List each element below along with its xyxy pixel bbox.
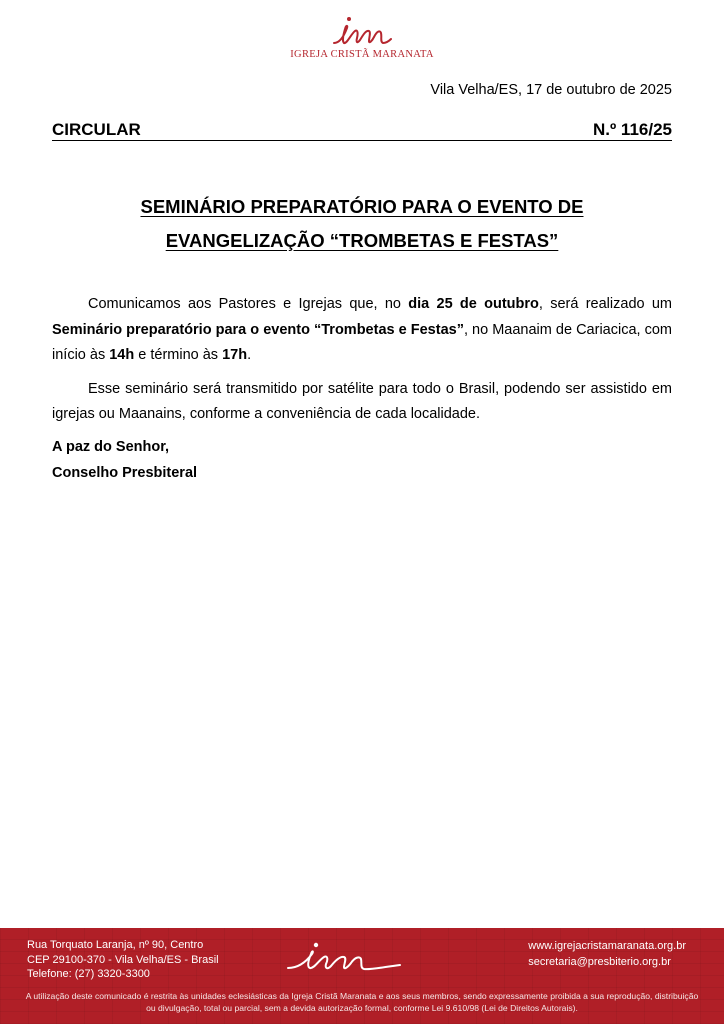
copyright-notice: A utilização deste comunicado é restrita às unidades eclesiásticas da Igreja Cristã Maranata e aos seus membros, sendo expressamente proibida a sua reprodução, distribuição ou divulgação, total ou parcial, sem a devida autorização formal, conforme Lei 9.610/98 (Lei de Direitos Autorais). — [25, 991, 699, 1013]
address-line-1: Rua Torquato Laranja, nº 90, Centro — [27, 939, 204, 951]
closing — [52, 435, 197, 486]
address-phone: Telefone: (27) 3320-3300 — [27, 968, 150, 980]
circular-header — [52, 118, 672, 141]
paragraph-2: Esse seminário será transmitido por satélite para todo o Brasil, podendo ser assistido em igrejas ou Maanains, conforme a conveniência de cada localidade. — [52, 380, 672, 422]
p1-end-time: 17h — [222, 347, 248, 363]
email-link[interactable]: secretaria@presbiterio.org.br — [528, 956, 671, 968]
footer-logo — [284, 940, 404, 979]
church-logo — [0, 14, 724, 60]
document-title — [52, 190, 672, 258]
logo-text: IGREJA CRISTÃ MARANATA — [290, 49, 434, 60]
im-monogram-icon — [284, 940, 404, 974]
circular-label: CIRCULAR — [52, 120, 141, 139]
address-line-2: CEP 29100-370 - Vila Velha/ES - Brasil — [27, 953, 219, 966]
circular-number: N.º 116/25 — [593, 120, 672, 139]
p1-start-time: 14h — [109, 347, 135, 363]
im-monogram-icon — [330, 14, 394, 48]
p1-text-5: . — [247, 347, 252, 363]
closing-signature: Conselho Presbiteral — [52, 464, 198, 481]
website-link[interactable]: www.igrejacristamaranata.org.br — [528, 940, 686, 952]
title-line-2: EVANGELIZAÇÃO “TROMBETAS E FESTAS” — [165, 230, 559, 251]
footer-contact — [528, 938, 686, 970]
p1-text-1: Comunicamos aos Pastores e Igrejas que, no — [88, 296, 409, 312]
title-line-1: SEMINÁRIO PREPARATÓRIO PARA O EVENTO DE — [140, 196, 584, 217]
closing-greeting: A paz do Senhor, — [52, 439, 170, 455]
p1-text-4: e término às — [134, 347, 223, 363]
p1-text-2: , será realizado um — [538, 296, 673, 312]
p1-event: Seminário preparatório para o evento “Trombetas e Festas” — [52, 321, 464, 338]
footer — [0, 928, 724, 1024]
document-body — [52, 292, 672, 436]
paragraph-1 — [52, 292, 672, 369]
p1-date: dia 25 de outubro — [408, 296, 539, 312]
footer-address — [27, 938, 219, 982]
p1-text-3: , no Maanaim de Cariacica, com início às — [52, 321, 672, 363]
place-date: Vila Velha/ES, 17 de outubro de 2025 — [430, 82, 672, 98]
